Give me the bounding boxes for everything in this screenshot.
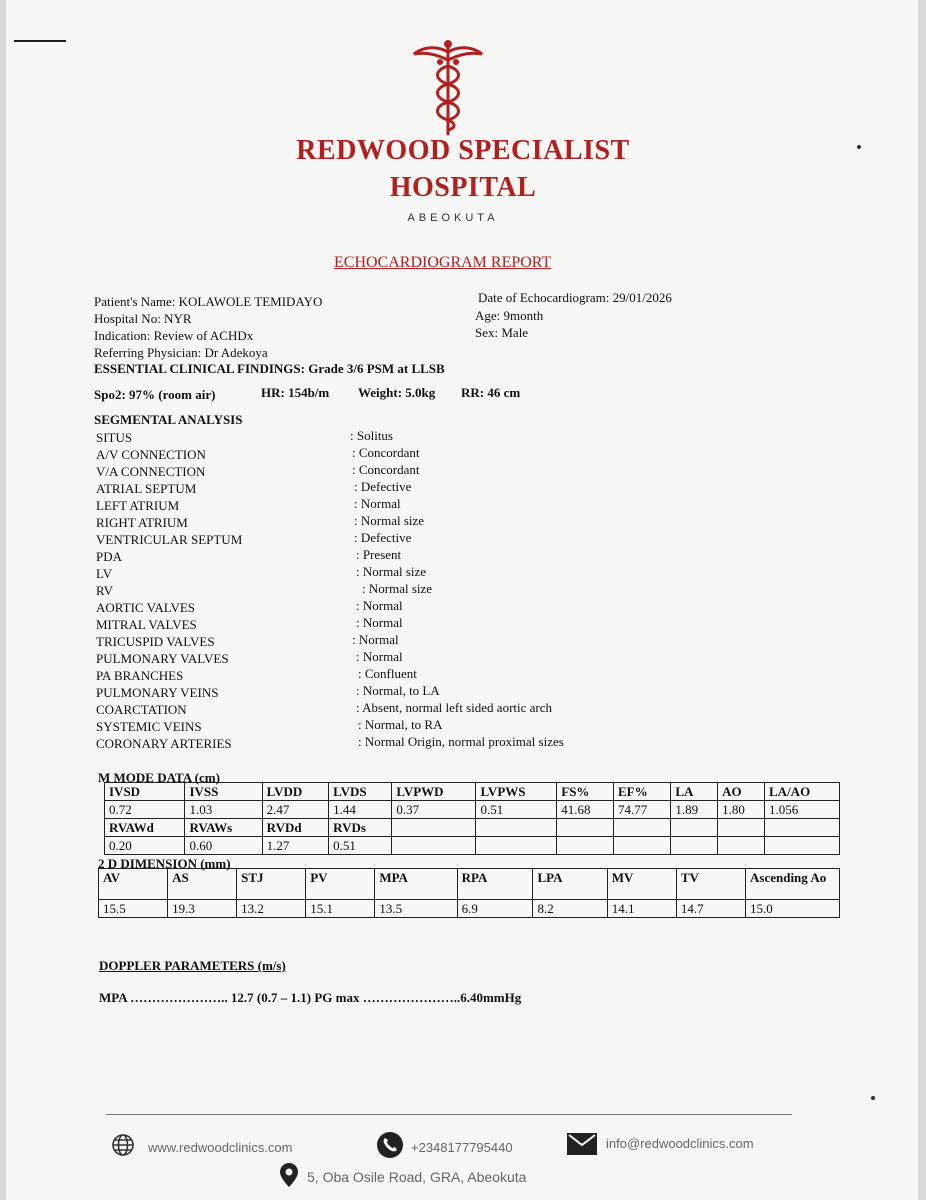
location-pin-icon — [280, 1163, 298, 1187]
table-header-cell: IVSS — [185, 783, 262, 801]
dimension-table — [98, 868, 840, 918]
segmental-label: LEFT ATRIUM — [96, 498, 180, 513]
table-header-cell: FS% — [557, 783, 614, 801]
table-header-cell: LA — [671, 783, 718, 801]
segmental-value: : Absent, normal left sided aortic arch — [356, 700, 553, 715]
segmental-label: ATRIAL SEPTUM — [96, 481, 197, 496]
segmental-value: : Concordant — [352, 445, 420, 460]
table-row — [99, 900, 840, 918]
table-cell: 13.5 — [375, 900, 457, 918]
table-cell: 6.9 — [457, 900, 533, 918]
heart-rate: HR: 154b/m — [261, 385, 330, 400]
segmental-value: : Normal — [354, 496, 401, 511]
segmental-value: : Normal Origin, normal proximal sizes — [358, 734, 564, 749]
table-empty-cell — [614, 819, 671, 837]
table-row — [105, 783, 840, 801]
hospital-name-line2: HOSPITAL — [389, 172, 537, 203]
table-cell: 19.3 — [168, 900, 237, 918]
segmental-value: : Confluent — [358, 666, 417, 681]
weight: Weight: 5.0kg — [358, 385, 436, 400]
segmental-value: : Normal — [356, 649, 403, 664]
segmental-title: SEGMENTAL ANALYSIS — [94, 412, 243, 427]
segmental-label: SITUS — [96, 430, 133, 445]
table-header-cell: RVDs — [329, 819, 392, 837]
table-empty-cell — [557, 819, 614, 837]
segmental-value: : Normal — [352, 632, 399, 647]
table-header-cell: TV — [676, 869, 745, 900]
segmental-value: : Normal — [356, 615, 403, 630]
table-empty-cell — [765, 819, 840, 837]
table-header-cell: AS — [168, 869, 237, 900]
table-cell: 15.0 — [746, 900, 840, 918]
caduceus-icon — [410, 38, 486, 138]
mmode-table — [104, 782, 840, 855]
segmental-label: PULMONARY VALVES — [96, 651, 229, 666]
segmental-value: : Normal — [356, 598, 403, 613]
table-cell: 41.68 — [557, 801, 614, 819]
segmental-label: COARCTATION — [96, 702, 187, 717]
table-header-cell: AO — [718, 783, 765, 801]
segmental-value: : Normal size — [354, 513, 425, 528]
table-cell: 1.89 — [671, 801, 718, 819]
table-row — [105, 801, 840, 819]
corner-mark — [14, 40, 66, 42]
table-empty-cell — [671, 819, 718, 837]
segmental-value: : Normal size — [362, 581, 433, 596]
segmental-value: : Defective — [354, 479, 412, 494]
referring-physician: Referring Physician: Dr Adekoya — [94, 345, 268, 360]
table-header-cell: RVAWd — [105, 819, 185, 837]
table-header-cell: EF% — [614, 783, 671, 801]
segmental-value: : Solitus — [350, 428, 393, 443]
globe-icon — [111, 1133, 135, 1157]
phone-icon — [376, 1131, 404, 1159]
email-icon — [567, 1133, 597, 1155]
table-header-cell: LPA — [533, 869, 607, 900]
table-cell: 8.2 — [533, 900, 607, 918]
table-cell: 13.2 — [237, 900, 306, 918]
table-row — [105, 837, 840, 855]
table-header-cell: LVPWS — [476, 783, 557, 801]
doppler-mpa: MPA ………………….. 12.7 (0.7 – 1.1) PG max …………………..6.40mmHg — [99, 990, 522, 1005]
table-row — [105, 819, 840, 837]
segmental-label: A/V CONNECTION — [96, 447, 206, 462]
table-cell: 15.1 — [306, 900, 375, 918]
table-empty-cell — [392, 819, 476, 837]
table-header-cell: RVDd — [262, 819, 329, 837]
table-header-cell: LVDS — [329, 783, 392, 801]
segmental-label: RIGHT ATRIUM — [96, 515, 188, 530]
table-empty-cell — [614, 837, 671, 855]
table-cell: 0.60 — [185, 837, 262, 855]
segmental-label: RV — [96, 583, 114, 598]
report-title: ECHOCARDIOGRAM REPORT — [334, 254, 552, 271]
footer-divider — [106, 1114, 792, 1115]
table-empty-cell — [671, 837, 718, 855]
table-cell: 1.44 — [329, 801, 392, 819]
table-header-cell: LVDD — [262, 783, 329, 801]
table-header-cell: LA/AO — [765, 783, 840, 801]
segmental-value: : Concordant — [352, 462, 420, 477]
footer-website: www.redwoodclinics.com — [148, 1140, 293, 1155]
echo-date: Date of Echocardiogram: 29/01/2026 — [478, 290, 672, 305]
footer-phone: +2348177795440 — [411, 1140, 513, 1155]
respiratory-rate: RR: 46 cm — [461, 385, 521, 400]
patient-sex: Sex: Male — [475, 325, 529, 340]
table-empty-cell — [718, 837, 765, 855]
segmental-label: PDA — [96, 549, 123, 564]
table-cell: 0.51 — [329, 837, 392, 855]
hospital-city: ABEOKUTA — [407, 212, 499, 224]
table-header-cell: IVSD — [105, 783, 185, 801]
table-empty-cell — [392, 837, 476, 855]
segmental-label: PA BRANCHES — [96, 668, 184, 683]
patient-age: Age: 9month — [475, 308, 544, 323]
patient-name: Patient's Name: KOLAWOLE TEMIDAYO — [94, 294, 323, 309]
table-empty-cell — [476, 819, 557, 837]
doppler-title: DOPPLER PARAMETERS (m/s) — [99, 958, 286, 973]
table-cell: 1.03 — [185, 801, 262, 819]
segmental-label: V/A CONNECTION — [96, 464, 206, 479]
segmental-label: TRICUSPID VALVES — [96, 634, 215, 649]
segmental-value: : Defective — [354, 530, 412, 545]
table-cell: 2.47 — [262, 801, 329, 819]
indication: Indication: Review of ACHDx — [94, 328, 254, 343]
table-header-cell: MV — [607, 869, 676, 900]
table-cell: 1.27 — [262, 837, 329, 855]
footer-address: 5, Oba Osile Road, GRA, Abeokuta — [307, 1169, 527, 1185]
table-empty-cell — [765, 837, 840, 855]
table-header-cell: STJ — [237, 869, 306, 900]
table-row — [99, 869, 840, 900]
table-header-cell: Ascending Ao — [746, 869, 840, 900]
table-cell: 74.77 — [614, 801, 671, 819]
table-header-cell: LVPWD — [392, 783, 476, 801]
table-header-cell: AV — [99, 869, 168, 900]
table-cell: 1.056 — [765, 801, 840, 819]
spo2: Spo2: 97% (room air) — [94, 387, 216, 402]
table-cell: 0.20 — [105, 837, 185, 855]
speck — [871, 1096, 875, 1100]
table-empty-cell — [718, 819, 765, 837]
segmental-label: VENTRICULAR SEPTUM — [96, 532, 243, 547]
table-header-cell: MPA — [375, 869, 457, 900]
table-cell: 0.72 — [105, 801, 185, 819]
segmental-value: : Normal, to LA — [356, 683, 440, 698]
table-header-cell: PV — [306, 869, 375, 900]
table-header-cell: RPA — [457, 869, 533, 900]
table-cell: 0.37 — [392, 801, 476, 819]
table-cell: 1.80 — [718, 801, 765, 819]
essential-findings: ESSENTIAL CLINICAL FINDINGS: Grade 3/6 PSM at LLSB — [94, 361, 445, 376]
segmental-label: AORTIC VALVES — [96, 600, 196, 615]
segmental-label: CORONARY ARTERIES — [96, 736, 232, 751]
dimension-title: 2 D DIMENSION (mm) — [98, 856, 231, 871]
footer-email: info@redwoodclinics.com — [606, 1136, 754, 1151]
hospital-name: REDWOOD SPECIALIST — [296, 135, 630, 166]
table-header-cell: RVAWs — [185, 819, 262, 837]
table-cell: 15.5 — [99, 900, 168, 918]
table-cell: 0.51 — [476, 801, 557, 819]
table-empty-cell — [476, 837, 557, 855]
mmode-title: M MODE DATA (cm) — [98, 770, 220, 785]
segmental-label: MITRAL VALVES — [96, 617, 197, 632]
segmental-label: LV — [96, 566, 113, 581]
table-empty-cell — [557, 837, 614, 855]
segmental-value: : Present — [356, 547, 402, 562]
hospital-number: Hospital No: NYR — [94, 311, 192, 326]
segmental-label: SYSTEMIC VEINS — [96, 719, 202, 734]
segmental-value: : Normal size — [356, 564, 427, 579]
table-cell: 14.1 — [607, 900, 676, 918]
segmental-value: : Normal, to RA — [358, 717, 443, 732]
segmental-label: PULMONARY VEINS — [96, 685, 219, 700]
table-cell: 14.7 — [676, 900, 745, 918]
